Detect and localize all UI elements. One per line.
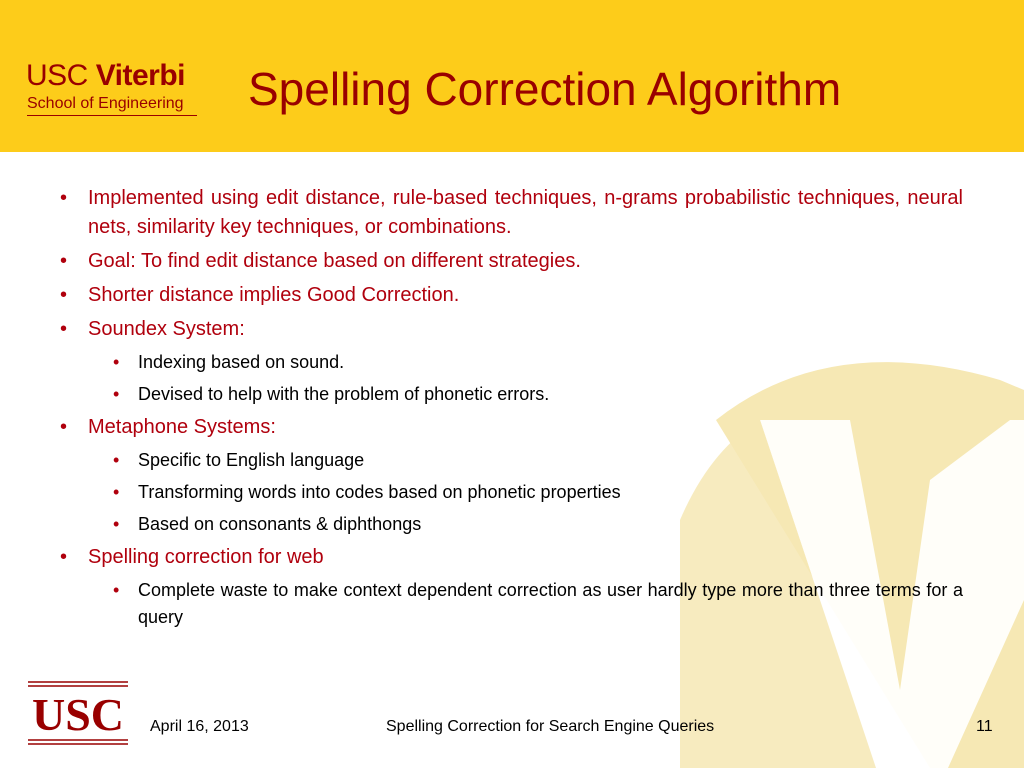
bullet-text: Goal: To find edit distance based on different strategies.	[88, 250, 581, 272]
bullet-dot: •	[60, 416, 68, 438]
logo-school-text: School of Engineering	[27, 95, 184, 112]
sub-bullet-item	[60, 577, 963, 631]
sub-bullet-item	[60, 349, 963, 376]
sub-bullet-text: Devised to help with the problem of phonetic errors.	[138, 384, 550, 404]
bullet-dot: •	[60, 318, 68, 340]
bullet-item	[60, 281, 963, 310]
slide-number: 11	[976, 718, 993, 735]
sub-bullet-item	[60, 479, 963, 506]
sub-bullet-text: Specific to English language	[138, 450, 365, 470]
sub-bullet-item	[60, 511, 963, 538]
sub-bullet-item	[60, 381, 963, 408]
sub-bullet-dot: •	[113, 352, 120, 372]
footer-date: April 16, 2013	[150, 718, 249, 735]
bullet-item	[60, 315, 963, 344]
bullet-dot: •	[60, 187, 68, 209]
bullet-item	[60, 184, 963, 242]
header-band	[0, 0, 1024, 152]
sub-bullet-text: Complete waste to make context dependent correction as user hardly type more than three terms for a query	[138, 580, 963, 627]
sub-bullet-dot: •	[113, 580, 120, 600]
bullet-item	[60, 413, 963, 442]
bullet-text: Soundex System:	[88, 318, 245, 340]
sub-bullet-text: Based on consonants & diphthongs	[138, 514, 422, 534]
logo-viterbi-text: Viterbi	[95, 59, 185, 92]
bullet-item	[60, 543, 963, 572]
footer-title: Spelling Correction for Search Engine Queries	[386, 718, 715, 735]
usc-footer-logo-icon	[28, 680, 128, 748]
usc-footer-logo-text: USC	[31, 689, 125, 740]
sub-bullet-text: Indexing based on sound.	[138, 352, 345, 372]
sub-bullet-text: Transforming words into codes based on phonetic properties	[138, 482, 621, 502]
logo-underline	[27, 115, 197, 116]
bullet-text: Implemented using edit distance, rule-based techniques, n-grams probabilistic techniques, neural nets, similarity key techniques, or combinations.	[88, 187, 963, 238]
sub-bullet-dot: •	[113, 450, 120, 470]
bullet-text: Metaphone Systems:	[88, 416, 276, 438]
sub-bullet-item	[60, 447, 963, 474]
sub-bullet-dot: •	[113, 482, 120, 502]
bullet-dot: •	[60, 284, 68, 306]
bullet-text: Shorter distance implies Good Correction.	[88, 284, 460, 306]
logo-usc-text: USC	[26, 59, 88, 92]
bullet-text: Spelling correction for web	[88, 546, 324, 568]
usc-viterbi-logo	[26, 60, 185, 92]
sub-bullet-dot: •	[113, 514, 120, 534]
bullet-dot: •	[60, 546, 68, 568]
bullet-dot: •	[60, 250, 68, 272]
slide-title: Spelling Correction Algorithm	[248, 63, 842, 115]
bullet-item	[60, 247, 963, 276]
slide-body	[60, 184, 963, 636]
sub-bullet-dot: •	[113, 384, 120, 404]
